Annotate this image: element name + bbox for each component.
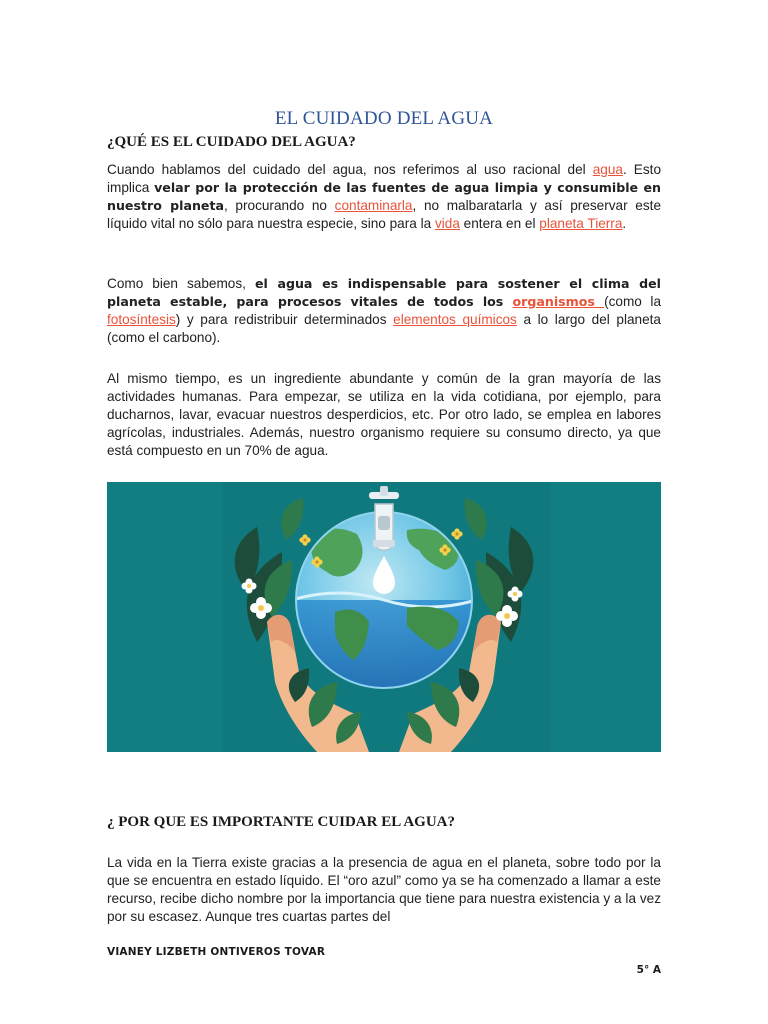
paragraph-4: La vida en la Tierra existe gracias a la presencia de agua en el planeta, sobre todo por la que se encuentra en estado líquido. El “oro azul” como ya se ha comenzado a llamar a este recurso, recibe dicho nombre por la importancia que tiene para nuestra existencia y a la vez por su escasez. Aunque tres cuartas partes del bbox=[107, 855, 661, 924]
paragraph-3: Al mismo tiempo, es un ingrediente abundante y común de la gran mayoría de las actividades humanas. Para empezar, se utiliza en la vida cotidiana, por ejemplo, para ducharnos, lavar, evacuar nuestros desperdicios, etc. Por otro lado, se emplea en labores agrícolas, industriales. Además, nuestro organismo requiere su consumo directo, ya que está compuesto en un 70% de agua. bbox=[107, 371, 661, 458]
link-planeta-tierra[interactable]: planeta Tierra bbox=[539, 216, 623, 231]
section-heading-why-important: ¿ POR QUE ES IMPORTANTE CUIDAR EL AGUA? bbox=[107, 814, 455, 830]
paragraph-2: Como bien sabemos, el agua es indispensable para sostener el clima del planeta estable, para procesos vitales de todos los organismos (como la fotosíntesis) y para redistribuir determinados elementos químicos a lo largo del planeta (como el carbono). bbox=[107, 276, 662, 345]
link-elementos-quimicos[interactable]: elementos químicos bbox=[393, 312, 517, 327]
paragraph-1: Cuando hablamos del cuidado del agua, nos referimos al uso racional del agua. Esto implica velar por la protección de las fuentes de agua limpia y consumible en nuestro planeta, procurando no contaminarla, no malbaratarla y así preservar este líquido vital no sólo para nuestra especie, sino para la vida entera en el planeta Tierra. bbox=[107, 162, 662, 231]
section-heading-what-is: ¿QUÉ ES EL CUIDADO DEL AGUA? bbox=[107, 134, 356, 150]
link-organismos[interactable]: organismos bbox=[512, 294, 605, 309]
footer-author-name: VIANEY LIZBETH ONTIVEROS TOVAR bbox=[107, 946, 326, 958]
footer-grade: 5° A bbox=[636, 964, 661, 976]
link-vida[interactable]: vida bbox=[434, 216, 460, 231]
link-agua[interactable]: agua bbox=[592, 162, 623, 177]
document-title: EL CUIDADO DEL AGUA bbox=[274, 108, 494, 129]
link-contaminarla[interactable]: contaminarla bbox=[334, 198, 413, 213]
link-fotosintesis[interactable]: fotosíntesis bbox=[107, 312, 176, 327]
water-care-illustration bbox=[107, 482, 661, 752]
